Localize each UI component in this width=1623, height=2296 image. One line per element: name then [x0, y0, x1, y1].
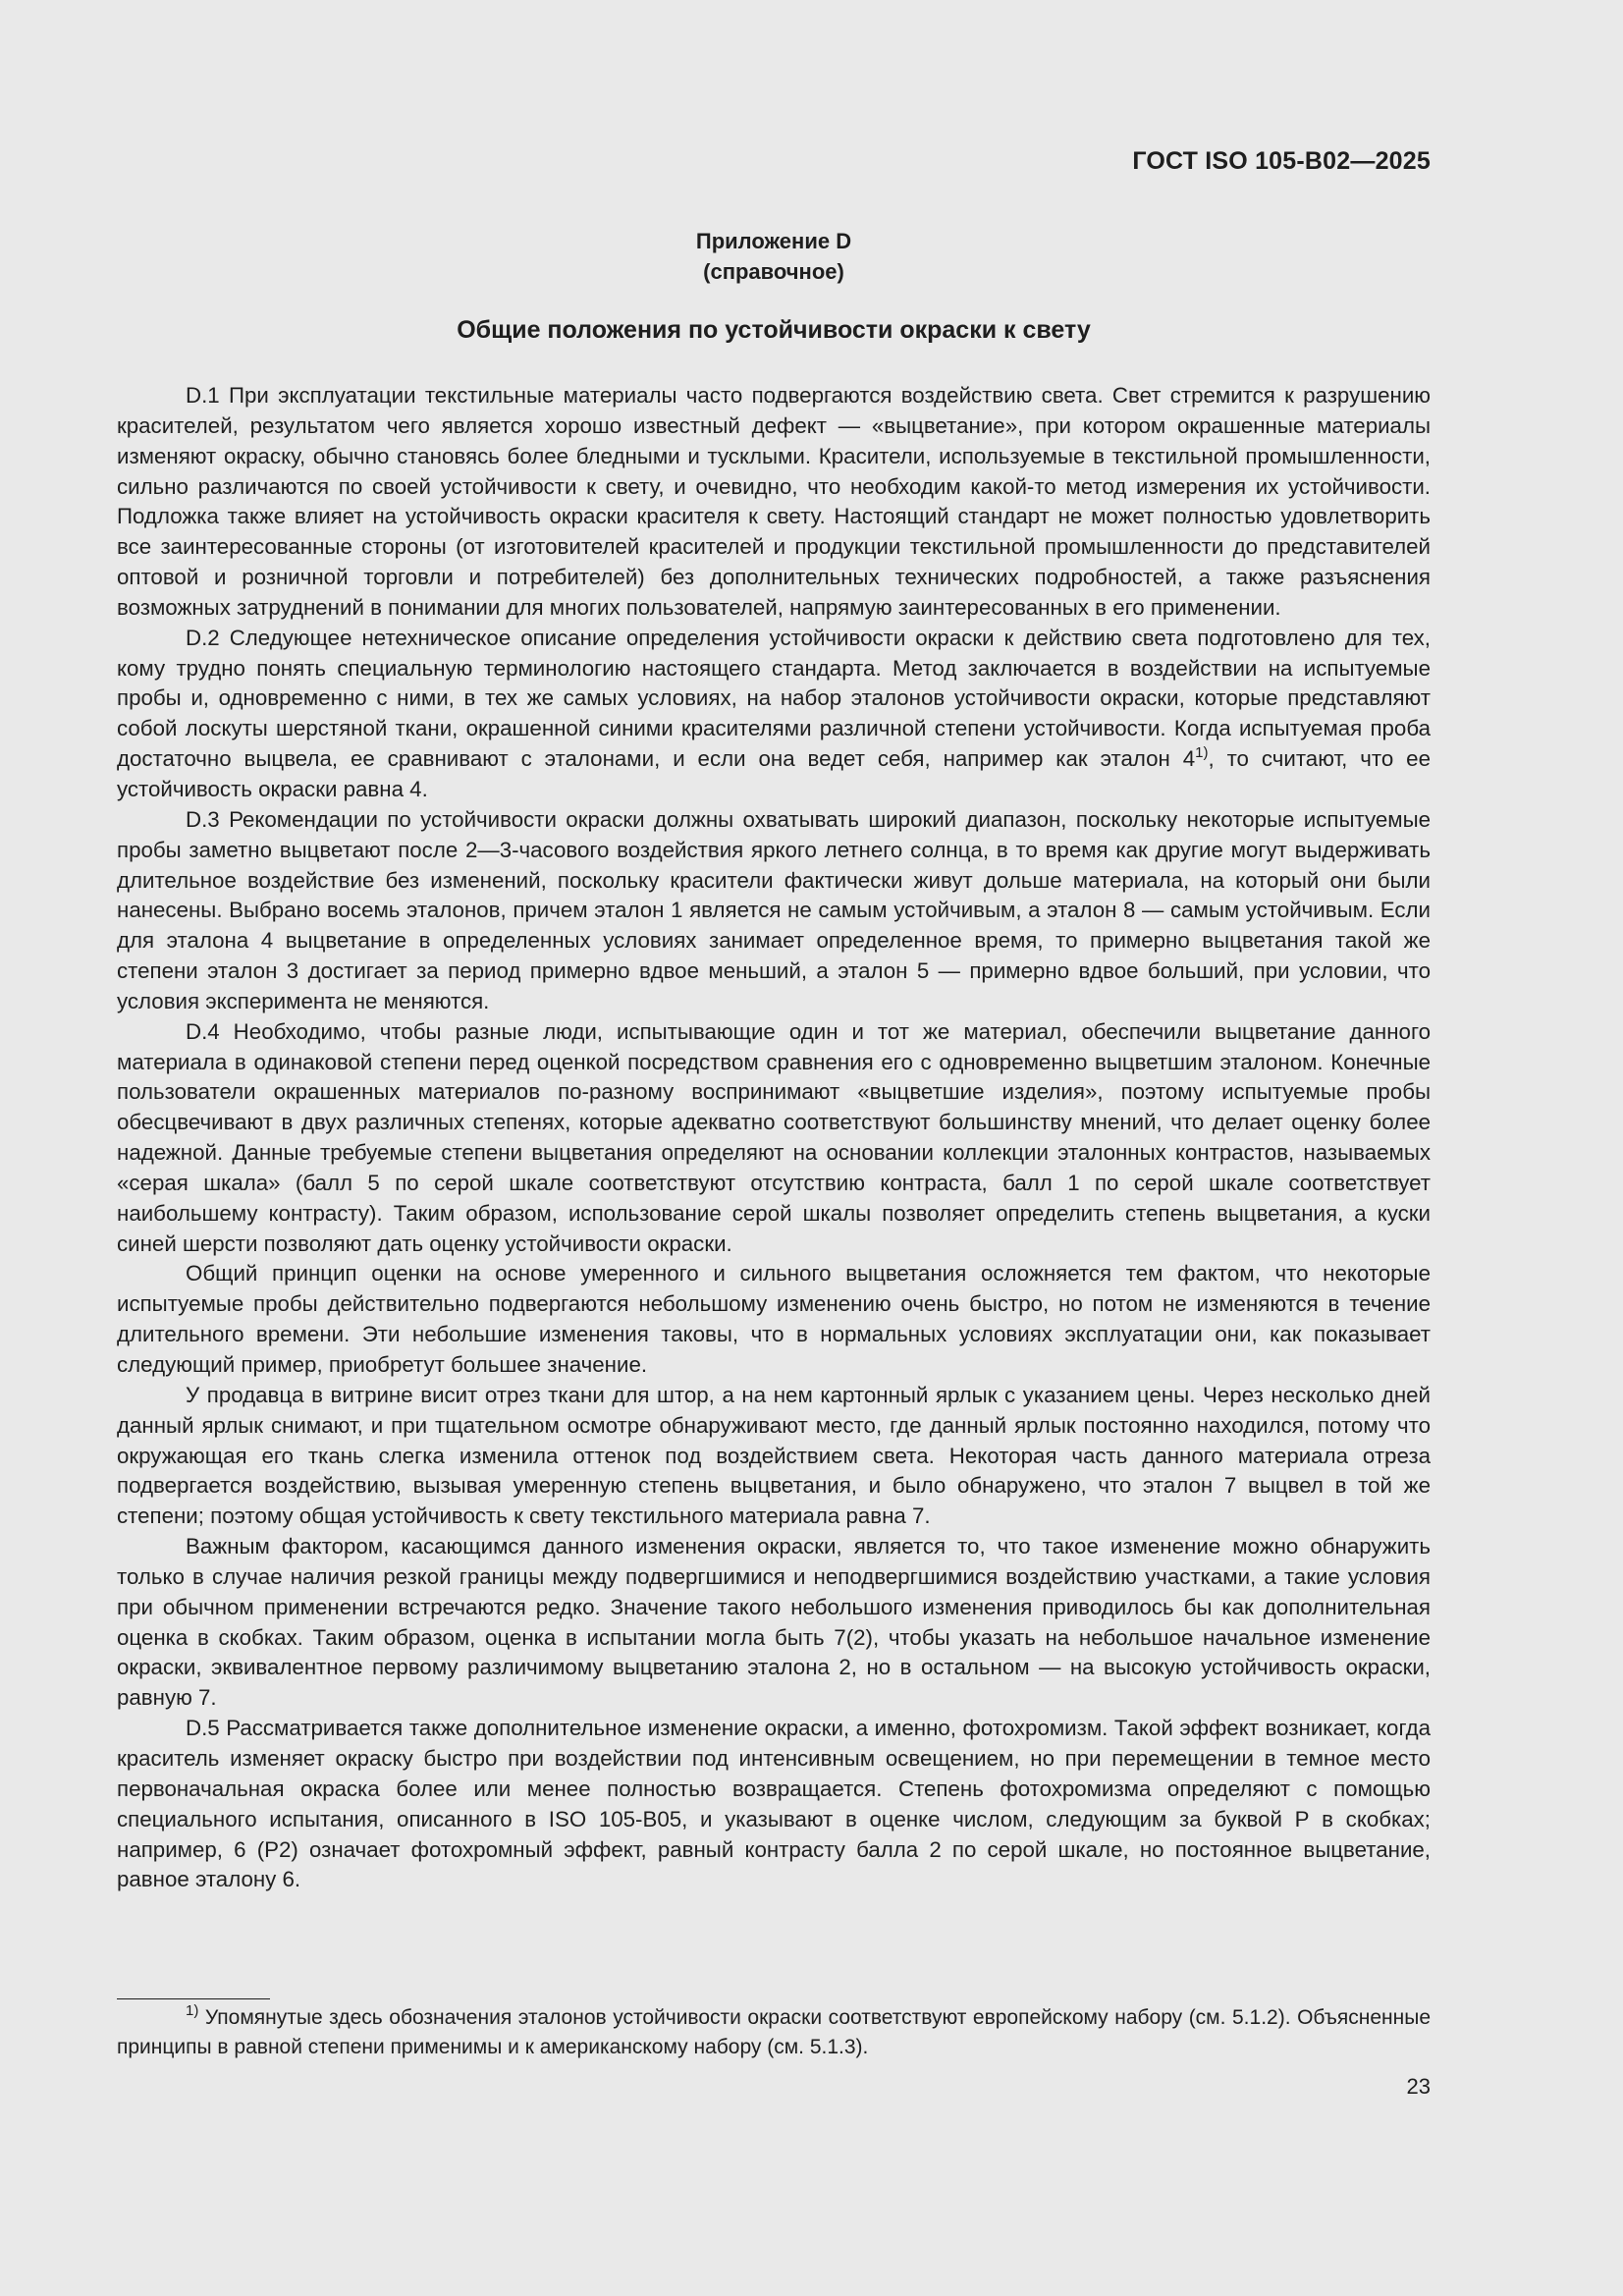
paragraph-d2	[117, 624, 1431, 805]
paragraph-text: D.3 Рекомендации по устойчивости окраски должны охватывать широкий диапазон, поскольку некоторые испытуемые пробы заметно выцветают после 2—3-часового воздействия яркого летнего солнца, в то время как другие могут выдерживать длительное воздействие без изменений, поскольку красители фактически живут дольше материала, на который они были нанесены. Выбрано восемь эталонов, причем эталон 1 является не самым устойчивым, а эталон 8 — самым устойчивым. Если для эталона 4 выцветание в определенных условиях занимает определенное время, то примерно выцветания такой же степени эталон 3 достигает за период примерно вдвое меньший, а эталон 5 — примерно вдвое больший, при условии, что условия эксперимента не меняются.	[117, 806, 1431, 1013]
annex-status: (справочное)	[703, 259, 844, 284]
footnote-separator	[117, 1998, 270, 1999]
annex-title: Приложение D	[695, 229, 852, 253]
paragraph-text: У продавца в витрине висит отрез ткани для штор, а на нем картонный ярлык с указанием цены. Через несколько дней данный ярлык снимают, и при тщательном осмотре обнаруживают место, где данный ярлык постоянно находился, потому что окружающая его ткань слегка изменила оттенок под воздействием света. Некоторая часть данного материала отреза подвергается воздействию, вызывая умеренную степень выцветания, и было обнаружено, что эталон 7 выцвел в той же степени; поэтому общая устойчивость к свету текстильного материала равна 7.	[117, 1382, 1431, 1529]
paragraph-d4-principle	[117, 1259, 1431, 1380]
paragraph-d5	[117, 1714, 1431, 1895]
section-heading: Общие положения по устойчивости окраски к свету	[457, 316, 1091, 344]
paragraph-text: D.5 Рассматривается также дополнительное изменение окраски, а именно, фотохромизм. Такой эффект возникает, когда краситель изменяет окраску быстро при воздействии под интенсивным освещением, но при перемещении в темное место первоначальная окраска более или менее полностью возвращается. Степень фотохромизма определяют с помощью специального испытания, описанного в ISO 105-B05, и указывают в оценке числом, следующим за буквой Р в скобках; например, 6 (Р2) означает фотохромный эффект, равный контрасту балла 2 по серой шкале, но постоянное выцветание, равное эталону 6.	[117, 1716, 1431, 1892]
page-number: 23	[1406, 2074, 1431, 2099]
document-designation: ГОСТ ISO 105-B02—2025	[1132, 147, 1431, 175]
paragraph-d4	[117, 1017, 1431, 1260]
footnote-reference: 1)	[1195, 744, 1209, 762]
body-text	[117, 381, 1431, 1895]
paragraph-text: Важным фактором, касающимся данного изменения окраски, является то, что такое изменение можно обнаружить только в случае наличия резкой границы между подвергшимися и неподвергшимися воздействию участками, а такие условия при обычном применении встречаются редко. Значение такого небольшого изменения приводилось бы как дополнительная оценка в скобках. Таким образом, оценка в испытании могла быть 7(2), чтобы указать на небольшое начальное изменение окраски, эквивалентное первому различимому выцветанию эталона 2, но в остальном — на высокую устойчивость окраски, равную 7.	[117, 1534, 1431, 1711]
paragraph-d1	[117, 381, 1431, 624]
annex-header	[117, 226, 1431, 287]
paragraph-text: Общий принцип оценки на основе умеренного и сильного выцветания осложняется тем фактом, что некоторые испытуемые пробы действительно подвергаются небольшому изменению очень быстро, но потом не изменяются в течение длительного времени. Эти небольшие изменения таковы, что в нормальных условиях эксплуатации они, как показывает следующий пример, приобретут большее значение.	[117, 1261, 1431, 1377]
paragraph-text-continued: , то считают, что ее устойчивость окраски равна 4.	[117, 746, 1431, 801]
paragraph-d4-example	[117, 1381, 1431, 1532]
paragraph-d4-factor	[117, 1532, 1431, 1714]
footnote-marker: 1)	[186, 2002, 199, 2019]
paragraph-text: D.2 Следующее нетехническое описание определения устойчивости окраски к действию света подготовлено для тех, кому трудно понять специальную терминологию настоящего стандарта. Метод заключается в воздействии на испытуемые пробы и, одновременно с ними, в тех же самых условиях, на набор эталонов устойчивости окраски, которые представляют собой лоскуты шерстяной ткани, окрашенной синими красителями различной степени устойчивости. Когда испытуемая проба достаточно выцвела, ее сравнивают с эталонами, и если она ведет себя, например как эталон 4	[117, 625, 1431, 772]
paragraph-text: D.1 При эксплуатации текстильные материалы часто подвергаются воздействию света. Свет стремится к разрушению красителей, результатом чего является хорошо известный дефект — «выцветание», при котором окрашенные материалы изменяют окраску, обычно становясь более бледными и тусклыми. Красители, используемые в текстильной промышленности, сильно различаются по своей устойчивости к свету, и очевидно, что необходим какой-то метод измерения их устойчивости. Подложка также влияет на устойчивость окраски красителя к свету. Настоящий стандарт не может полностью удовлетворить все заинтересованные стороны (от изготовителей красителей и продукции текстильной промышленности до представителей оптовой и розничной торговли и потребителей) без дополнительных технических подробностей, а также разъяснения возможных затруднений в понимании для многих пользователей, напрямую заинтересованных в его применении.	[117, 383, 1431, 620]
footnote-text: Упомянутые здесь обозначения эталонов устойчивости окраски соответствуют европейскому набору (см. 5.1.2). Объясненные принципы в равной степени применимы и к американскому набору (см. 5.1.3).	[117, 2006, 1431, 2058]
paragraph-text: D.4 Необходимо, чтобы разные люди, испытывающие один и тот же материал, обеспечили выцветание данного материала в одинаковой степени перед оценкой посредством сравнения его с одновременно выцветшим эталоном. Конечные пользователи окрашенных материалов по-разному воспринимают «выцветшие изделия», поэтому испытуемые пробы обесцвечивают в двух различных степенях, которые адекватно соответствуют большинству мнений, что делает оценку более надежной. Данные требуемые степени выцветания определяют на основании коллекции эталонных контрастов, называемых «серая шкала» (балл 5 по серой шкале соответствуют отсутствию контраста, балл 1 по серой шкале соответствует наибольшему контрасту). Таким образом, использование серой шкалы позволяет определить степень выцветания, а куски синей шерсти позволяют дать оценку устойчивости окраски.	[117, 1018, 1431, 1256]
paragraph-d3	[117, 805, 1431, 1017]
footnote	[117, 2003, 1431, 2062]
